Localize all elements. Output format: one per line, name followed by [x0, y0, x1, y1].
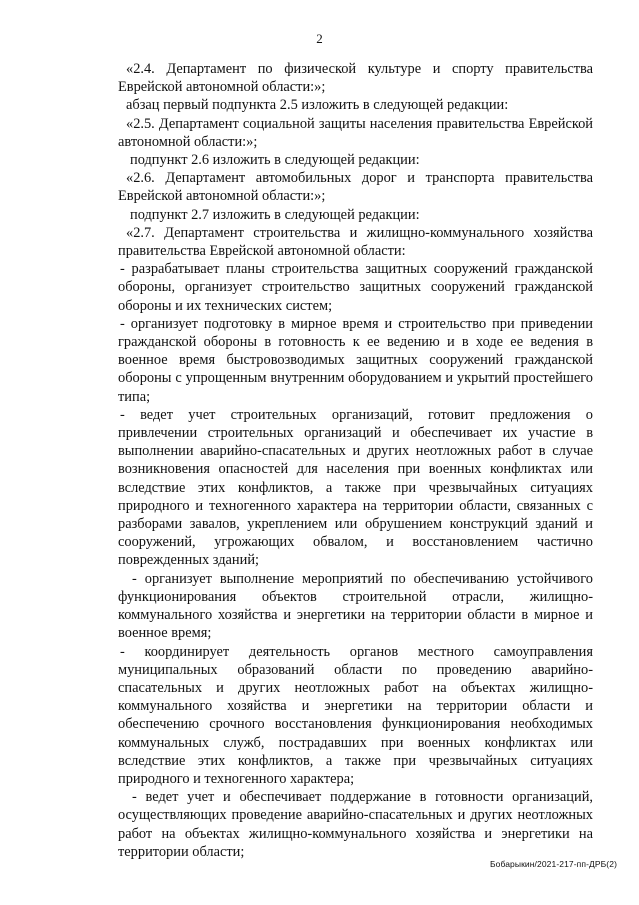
list-item-sustainable-functioning: - организует выполнение мероприятий по обеспечиванию устойчивого функционирования объектов строительной отрасли, жилищно-коммунального хозяйства и энергетики на территории области в мирное и военное время; — [118, 570, 593, 642]
list-item-readiness: - ведет учет и обеспечивает поддержание в готовности организаций, осуществляющих проведение аварийно-спасательных и других неотложных работ на объектах жилищно-коммунального хозяйства и энергетики на территории области; — [118, 789, 593, 860]
paragraph-instruction-2-7: подпункт 2.7 изложить в следующей редакции: — [130, 206, 420, 223]
paragraph-2-5-quote: «2.5. Департамент социальной защиты населения правительства Еврейской автономной области:»; — [118, 115, 593, 150]
document-footer-code: Бобарыкин/2021-217-пп-ДРБ(2) — [489, 859, 617, 869]
paragraph-instruction-2-6: подпункт 2.6 изложить в следующей редакции: — [130, 152, 420, 169]
list-item-coordination: - координирует деятельность органов местного самоуправления муниципальных образований области по проведению аварийно-спасательных и других неотложных работ на объектах жилищно-коммунального хозяйства и энергетики на территории области и обеспечению срочного восстановления функционирования необходимых коммунальных служб, пострадавших при военных конфликтах или вследствие этих конфликтов, а также при чрезвычайных ситуациях природного и техногенного характера; — [118, 643, 593, 787]
paragraph-2-6-quote: «2.6. Департамент автомобильных дорог и транспорта правительства Еврейской автономной области:»; — [118, 170, 593, 205]
paragraph-2-4-quote: «2.4. Департамент по физической культуре и спорту правительства Еврейской автономной области:»; — [118, 61, 593, 96]
paragraph-2-7-quote: «2.7. Департамент строительства и жилищно-коммунального хозяйства правительства Еврейской автономной области: — [118, 224, 593, 260]
document-body — [118, 60, 593, 861]
page-number: 2 — [316, 31, 323, 46]
paragraph-instruction-2-5: абзац первый подпункта 2.5 изложить в следующей редакции: — [126, 97, 509, 114]
list-item-construction-organizations: - ведет учет строительных организаций, готовит предложения о привлечении строительных организаций и обеспечивает их участие в выполнении аварийно-спасательных и других неотложных работ в случае возникновения опасностей для населения при военных конфликтах или вследствие этих конфликтов, а также при чрезвычайных ситуациях природного и техногенного характера на территории области, связанных с разборами завалов, укреплением или обрушением конструкций зданий и сооружений, угрожающих обвалом, и восстановлением частично поврежденных зданий; — [118, 406, 593, 569]
list-item-preparation: - организует подготовку в мирное время и строительство при приведении гражданской обороны в готовность к ее ведению и в ходе ее ведения в военное время быстровозводимых защитных сооружений гражданской обороны с упрощенным внутренним оборудованием и укрытий простейшего типа; — [118, 315, 593, 405]
list-item-shelter-planning: - разрабатывает планы строительства защитных сооружений гражданской обороны, организует строительство защитных сооружений гражданской обороны и их технических систем; — [118, 261, 593, 314]
